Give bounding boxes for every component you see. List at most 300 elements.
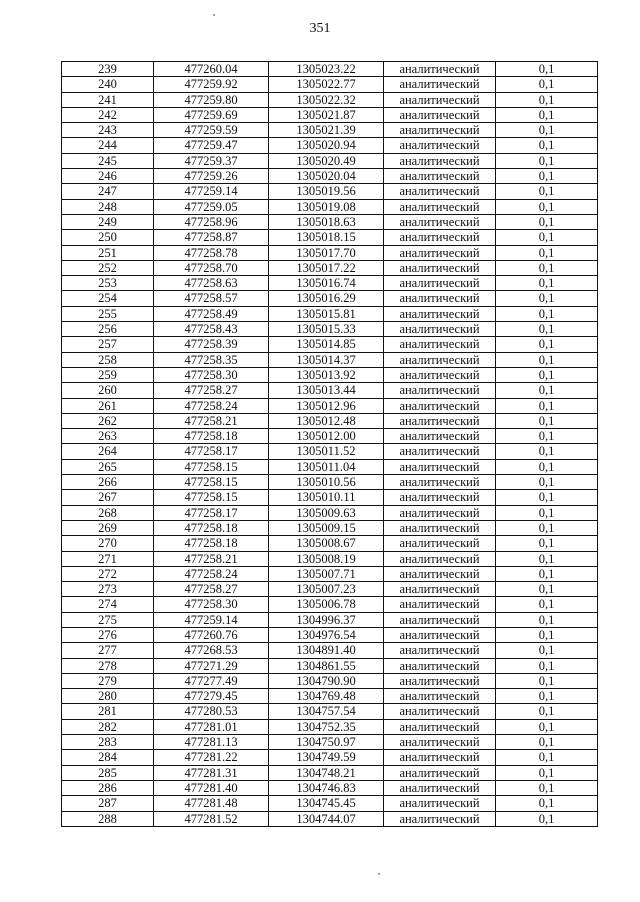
point-number-cell: 273 xyxy=(62,582,154,597)
y-coordinate-cell: 1305012.00 xyxy=(269,429,384,444)
y-coordinate-cell: 1304861.55 xyxy=(269,658,384,673)
x-coordinate-cell: 477259.37 xyxy=(154,153,269,168)
method-cell: аналитический xyxy=(384,413,496,428)
table-row xyxy=(62,811,598,826)
method-cell: аналитический xyxy=(384,780,496,795)
accuracy-cell: 0,1 xyxy=(496,107,598,122)
table-row xyxy=(62,505,598,520)
method-cell: аналитический xyxy=(384,796,496,811)
y-coordinate-cell: 1305020.04 xyxy=(269,169,384,184)
point-number-cell: 272 xyxy=(62,566,154,581)
point-number-cell: 246 xyxy=(62,169,154,184)
point-number-cell: 276 xyxy=(62,627,154,642)
y-coordinate-cell: 1305010.56 xyxy=(269,475,384,490)
y-coordinate-cell: 1305022.77 xyxy=(269,77,384,92)
point-number-cell: 284 xyxy=(62,750,154,765)
y-coordinate-cell: 1305018.63 xyxy=(269,214,384,229)
point-number-cell: 243 xyxy=(62,123,154,138)
y-coordinate-cell: 1305020.94 xyxy=(269,138,384,153)
table-row xyxy=(62,719,598,734)
table-row xyxy=(62,750,598,765)
point-number-cell: 242 xyxy=(62,107,154,122)
accuracy-cell: 0,1 xyxy=(496,689,598,704)
accuracy-cell: 0,1 xyxy=(496,796,598,811)
accuracy-cell: 0,1 xyxy=(496,765,598,780)
method-cell: аналитический xyxy=(384,138,496,153)
x-coordinate-cell: 477259.47 xyxy=(154,138,269,153)
method-cell: аналитический xyxy=(384,490,496,505)
x-coordinate-cell: 477281.48 xyxy=(154,796,269,811)
accuracy-cell: 0,1 xyxy=(496,337,598,352)
method-cell: аналитический xyxy=(384,337,496,352)
accuracy-cell: 0,1 xyxy=(496,92,598,107)
method-cell: аналитический xyxy=(384,153,496,168)
x-coordinate-cell: 477259.05 xyxy=(154,199,269,214)
table-row xyxy=(62,184,598,199)
point-number-cell: 244 xyxy=(62,138,154,153)
method-cell: аналитический xyxy=(384,398,496,413)
method-cell: аналитический xyxy=(384,582,496,597)
x-coordinate-cell: 477258.30 xyxy=(154,597,269,612)
method-cell: аналитический xyxy=(384,704,496,719)
y-coordinate-cell: 1304748.21 xyxy=(269,765,384,780)
accuracy-cell: 0,1 xyxy=(496,260,598,275)
y-coordinate-cell: 1305015.81 xyxy=(269,306,384,321)
x-coordinate-cell: 477281.52 xyxy=(154,811,269,826)
accuracy-cell: 0,1 xyxy=(496,184,598,199)
point-number-cell: 268 xyxy=(62,505,154,520)
accuracy-cell: 0,1 xyxy=(496,597,598,612)
accuracy-cell: 0,1 xyxy=(496,505,598,520)
y-coordinate-cell: 1305007.71 xyxy=(269,566,384,581)
table-row xyxy=(62,337,598,352)
accuracy-cell: 0,1 xyxy=(496,199,598,214)
table-row xyxy=(62,643,598,658)
x-coordinate-cell: 477258.17 xyxy=(154,505,269,520)
method-cell: аналитический xyxy=(384,62,496,77)
table-row xyxy=(62,796,598,811)
accuracy-cell: 0,1 xyxy=(496,383,598,398)
method-cell: аналитический xyxy=(384,77,496,92)
y-coordinate-cell: 1305010.11 xyxy=(269,490,384,505)
accuracy-cell: 0,1 xyxy=(496,658,598,673)
x-coordinate-cell: 477280.53 xyxy=(154,704,269,719)
point-number-cell: 275 xyxy=(62,612,154,627)
method-cell: аналитический xyxy=(384,551,496,566)
table-row xyxy=(62,536,598,551)
table-row xyxy=(62,780,598,795)
x-coordinate-cell: 477259.69 xyxy=(154,107,269,122)
point-number-cell: 288 xyxy=(62,811,154,826)
y-coordinate-cell: 1305022.32 xyxy=(269,92,384,107)
method-cell: аналитический xyxy=(384,352,496,367)
x-coordinate-cell: 477258.57 xyxy=(154,291,269,306)
y-coordinate-cell: 1305011.52 xyxy=(269,444,384,459)
point-number-cell: 286 xyxy=(62,780,154,795)
table-row xyxy=(62,520,598,535)
point-number-cell: 263 xyxy=(62,429,154,444)
table-row xyxy=(62,199,598,214)
y-coordinate-cell: 1305009.63 xyxy=(269,505,384,520)
method-cell: аналитический xyxy=(384,306,496,321)
method-cell: аналитический xyxy=(384,444,496,459)
accuracy-cell: 0,1 xyxy=(496,444,598,459)
x-coordinate-cell: 477258.15 xyxy=(154,490,269,505)
accuracy-cell: 0,1 xyxy=(496,429,598,444)
method-cell: аналитический xyxy=(384,184,496,199)
method-cell: аналитический xyxy=(384,199,496,214)
table-row xyxy=(62,551,598,566)
table-row xyxy=(62,107,598,122)
y-coordinate-cell: 1305023.22 xyxy=(269,62,384,77)
accuracy-cell: 0,1 xyxy=(496,306,598,321)
x-coordinate-cell: 477258.21 xyxy=(154,551,269,566)
table-row xyxy=(62,230,598,245)
point-number-cell: 267 xyxy=(62,490,154,505)
y-coordinate-cell: 1305012.96 xyxy=(269,398,384,413)
point-number-cell: 252 xyxy=(62,260,154,275)
method-cell: аналитический xyxy=(384,123,496,138)
table-row xyxy=(62,322,598,337)
y-coordinate-cell: 1304790.90 xyxy=(269,673,384,688)
accuracy-cell: 0,1 xyxy=(496,475,598,490)
table-row xyxy=(62,383,598,398)
y-coordinate-cell: 1305021.39 xyxy=(269,123,384,138)
x-coordinate-cell: 477281.31 xyxy=(154,765,269,780)
y-coordinate-cell: 1305017.22 xyxy=(269,260,384,275)
y-coordinate-cell: 1304891.40 xyxy=(269,643,384,658)
y-coordinate-cell: 1304769.48 xyxy=(269,689,384,704)
accuracy-cell: 0,1 xyxy=(496,214,598,229)
x-coordinate-cell: 477259.14 xyxy=(154,612,269,627)
table-row xyxy=(62,444,598,459)
table-row xyxy=(62,689,598,704)
method-cell: аналитический xyxy=(384,429,496,444)
point-number-cell: 270 xyxy=(62,536,154,551)
accuracy-cell: 0,1 xyxy=(496,245,598,260)
point-number-cell: 285 xyxy=(62,765,154,780)
table-row xyxy=(62,62,598,77)
y-coordinate-cell: 1304996.37 xyxy=(269,612,384,627)
y-coordinate-cell: 1305016.74 xyxy=(269,276,384,291)
table-row xyxy=(62,291,598,306)
method-cell: аналитический xyxy=(384,107,496,122)
table-row xyxy=(62,398,598,413)
accuracy-cell: 0,1 xyxy=(496,582,598,597)
y-coordinate-cell: 1304749.59 xyxy=(269,750,384,765)
y-coordinate-cell: 1305019.56 xyxy=(269,184,384,199)
method-cell: аналитический xyxy=(384,811,496,826)
x-coordinate-cell: 477258.63 xyxy=(154,276,269,291)
point-number-cell: 258 xyxy=(62,352,154,367)
table-row xyxy=(62,169,598,184)
table-row xyxy=(62,276,598,291)
x-coordinate-cell: 477268.53 xyxy=(154,643,269,658)
point-number-cell: 257 xyxy=(62,337,154,352)
table-row xyxy=(62,260,598,275)
point-number-cell: 239 xyxy=(62,62,154,77)
x-coordinate-cell: 477258.21 xyxy=(154,413,269,428)
accuracy-cell: 0,1 xyxy=(496,169,598,184)
table-row xyxy=(62,77,598,92)
y-coordinate-cell: 1305021.87 xyxy=(269,107,384,122)
accuracy-cell: 0,1 xyxy=(496,520,598,535)
method-cell: аналитический xyxy=(384,383,496,398)
y-coordinate-cell: 1305017.70 xyxy=(269,245,384,260)
point-number-cell: 281 xyxy=(62,704,154,719)
table-row xyxy=(62,704,598,719)
point-number-cell: 255 xyxy=(62,306,154,321)
method-cell: аналитический xyxy=(384,765,496,780)
method-cell: аналитический xyxy=(384,230,496,245)
accuracy-cell: 0,1 xyxy=(496,62,598,77)
accuracy-cell: 0,1 xyxy=(496,780,598,795)
point-number-cell: 280 xyxy=(62,689,154,704)
table-row xyxy=(62,735,598,750)
y-coordinate-cell: 1305013.92 xyxy=(269,367,384,382)
accuracy-cell: 0,1 xyxy=(496,367,598,382)
method-cell: аналитический xyxy=(384,520,496,535)
x-coordinate-cell: 477258.70 xyxy=(154,260,269,275)
y-coordinate-cell: 1305013.44 xyxy=(269,383,384,398)
x-coordinate-cell: 477258.87 xyxy=(154,230,269,245)
table-row xyxy=(62,673,598,688)
method-cell: аналитический xyxy=(384,597,496,612)
accuracy-cell: 0,1 xyxy=(496,704,598,719)
x-coordinate-cell: 477258.78 xyxy=(154,245,269,260)
accuracy-cell: 0,1 xyxy=(496,123,598,138)
x-coordinate-cell: 477259.92 xyxy=(154,77,269,92)
method-cell: аналитический xyxy=(384,367,496,382)
point-number-cell: 245 xyxy=(62,153,154,168)
x-coordinate-cell: 477258.39 xyxy=(154,337,269,352)
x-coordinate-cell: 477260.04 xyxy=(154,62,269,77)
table-row xyxy=(62,566,598,581)
method-cell: аналитический xyxy=(384,627,496,642)
point-number-cell: 253 xyxy=(62,276,154,291)
method-cell: аналитический xyxy=(384,689,496,704)
x-coordinate-cell: 477260.76 xyxy=(154,627,269,642)
y-coordinate-cell: 1304744.07 xyxy=(269,811,384,826)
table-row xyxy=(62,459,598,474)
accuracy-cell: 0,1 xyxy=(496,291,598,306)
point-number-cell: 256 xyxy=(62,322,154,337)
table-body xyxy=(62,62,598,827)
method-cell: аналитический xyxy=(384,505,496,520)
accuracy-cell: 0,1 xyxy=(496,459,598,474)
x-coordinate-cell: 477258.27 xyxy=(154,582,269,597)
point-number-cell: 283 xyxy=(62,735,154,750)
y-coordinate-cell: 1305012.48 xyxy=(269,413,384,428)
x-coordinate-cell: 477258.15 xyxy=(154,475,269,490)
y-coordinate-cell: 1305020.49 xyxy=(269,153,384,168)
point-number-cell: 271 xyxy=(62,551,154,566)
x-coordinate-cell: 477259.59 xyxy=(154,123,269,138)
point-number-cell: 278 xyxy=(62,658,154,673)
table-row xyxy=(62,153,598,168)
point-number-cell: 287 xyxy=(62,796,154,811)
x-coordinate-cell: 477258.18 xyxy=(154,520,269,535)
table-row xyxy=(62,475,598,490)
method-cell: аналитический xyxy=(384,322,496,337)
table-row xyxy=(62,123,598,138)
y-coordinate-cell: 1304750.97 xyxy=(269,735,384,750)
point-number-cell: 265 xyxy=(62,459,154,474)
accuracy-cell: 0,1 xyxy=(496,352,598,367)
y-coordinate-cell: 1305015.33 xyxy=(269,322,384,337)
y-coordinate-cell: 1305009.15 xyxy=(269,520,384,535)
point-number-cell: 250 xyxy=(62,230,154,245)
x-coordinate-cell: 477258.35 xyxy=(154,352,269,367)
point-number-cell: 279 xyxy=(62,673,154,688)
point-number-cell: 262 xyxy=(62,413,154,428)
accuracy-cell: 0,1 xyxy=(496,413,598,428)
table-row xyxy=(62,367,598,382)
scan-speck xyxy=(378,873,380,875)
table-row xyxy=(62,582,598,597)
y-coordinate-cell: 1305019.08 xyxy=(269,199,384,214)
y-coordinate-cell: 1304757.54 xyxy=(269,704,384,719)
table-row xyxy=(62,352,598,367)
y-coordinate-cell: 1304752.35 xyxy=(269,719,384,734)
accuracy-cell: 0,1 xyxy=(496,322,598,337)
accuracy-cell: 0,1 xyxy=(496,490,598,505)
x-coordinate-cell: 477258.18 xyxy=(154,536,269,551)
table-row xyxy=(62,245,598,260)
point-number-cell: 241 xyxy=(62,92,154,107)
table-row xyxy=(62,627,598,642)
accuracy-cell: 0,1 xyxy=(496,735,598,750)
method-cell: аналитический xyxy=(384,673,496,688)
method-cell: аналитический xyxy=(384,566,496,581)
y-coordinate-cell: 1304746.83 xyxy=(269,780,384,795)
x-coordinate-cell: 477258.49 xyxy=(154,306,269,321)
accuracy-cell: 0,1 xyxy=(496,612,598,627)
point-number-cell: 251 xyxy=(62,245,154,260)
x-coordinate-cell: 477279.45 xyxy=(154,689,269,704)
x-coordinate-cell: 477281.13 xyxy=(154,735,269,750)
coordinates-table xyxy=(61,61,598,827)
point-number-cell: 266 xyxy=(62,475,154,490)
table-row xyxy=(62,490,598,505)
method-cell: аналитический xyxy=(384,475,496,490)
method-cell: аналитический xyxy=(384,536,496,551)
x-coordinate-cell: 477259.26 xyxy=(154,169,269,184)
table-row xyxy=(62,306,598,321)
x-coordinate-cell: 477258.17 xyxy=(154,444,269,459)
x-coordinate-cell: 477258.96 xyxy=(154,214,269,229)
point-number-cell: 264 xyxy=(62,444,154,459)
y-coordinate-cell: 1305008.67 xyxy=(269,536,384,551)
x-coordinate-cell: 477281.01 xyxy=(154,719,269,734)
accuracy-cell: 0,1 xyxy=(496,673,598,688)
accuracy-cell: 0,1 xyxy=(496,77,598,92)
method-cell: аналитический xyxy=(384,735,496,750)
point-number-cell: 274 xyxy=(62,597,154,612)
method-cell: аналитический xyxy=(384,276,496,291)
point-number-cell: 259 xyxy=(62,367,154,382)
point-number-cell: 282 xyxy=(62,719,154,734)
point-number-cell: 269 xyxy=(62,520,154,535)
x-coordinate-cell: 477259.14 xyxy=(154,184,269,199)
accuracy-cell: 0,1 xyxy=(496,536,598,551)
x-coordinate-cell: 477281.40 xyxy=(154,780,269,795)
table-row xyxy=(62,612,598,627)
y-coordinate-cell: 1304976.54 xyxy=(269,627,384,642)
method-cell: аналитический xyxy=(384,459,496,474)
y-coordinate-cell: 1305014.37 xyxy=(269,352,384,367)
method-cell: аналитический xyxy=(384,643,496,658)
table-row xyxy=(62,765,598,780)
point-number-cell: 240 xyxy=(62,77,154,92)
x-coordinate-cell: 477258.43 xyxy=(154,322,269,337)
y-coordinate-cell: 1305006.78 xyxy=(269,597,384,612)
accuracy-cell: 0,1 xyxy=(496,750,598,765)
accuracy-cell: 0,1 xyxy=(496,230,598,245)
table-row xyxy=(62,413,598,428)
x-coordinate-cell: 477258.24 xyxy=(154,398,269,413)
x-coordinate-cell: 477271.29 xyxy=(154,658,269,673)
point-number-cell: 260 xyxy=(62,383,154,398)
y-coordinate-cell: 1305008.19 xyxy=(269,551,384,566)
accuracy-cell: 0,1 xyxy=(496,811,598,826)
table-row xyxy=(62,214,598,229)
point-number-cell: 254 xyxy=(62,291,154,306)
table-row xyxy=(62,92,598,107)
method-cell: аналитический xyxy=(384,245,496,260)
x-coordinate-cell: 477258.15 xyxy=(154,459,269,474)
x-coordinate-cell: 477258.24 xyxy=(154,566,269,581)
y-coordinate-cell: 1305018.15 xyxy=(269,230,384,245)
method-cell: аналитический xyxy=(384,750,496,765)
page-number: 351 xyxy=(309,21,331,36)
point-number-cell: 248 xyxy=(62,199,154,214)
x-coordinate-cell: 477259.80 xyxy=(154,92,269,107)
point-number-cell: 249 xyxy=(62,214,154,229)
accuracy-cell: 0,1 xyxy=(496,551,598,566)
method-cell: аналитический xyxy=(384,719,496,734)
accuracy-cell: 0,1 xyxy=(496,627,598,642)
accuracy-cell: 0,1 xyxy=(496,643,598,658)
y-coordinate-cell: 1305007.23 xyxy=(269,582,384,597)
accuracy-cell: 0,1 xyxy=(496,719,598,734)
scan-speck xyxy=(213,14,215,16)
point-number-cell: 247 xyxy=(62,184,154,199)
method-cell: аналитический xyxy=(384,612,496,627)
accuracy-cell: 0,1 xyxy=(496,153,598,168)
table-row xyxy=(62,597,598,612)
x-coordinate-cell: 477281.22 xyxy=(154,750,269,765)
point-number-cell: 261 xyxy=(62,398,154,413)
accuracy-cell: 0,1 xyxy=(496,398,598,413)
table-row xyxy=(62,658,598,673)
table-row xyxy=(62,138,598,153)
x-coordinate-cell: 477258.30 xyxy=(154,367,269,382)
x-coordinate-cell: 477258.18 xyxy=(154,429,269,444)
y-coordinate-cell: 1304745.45 xyxy=(269,796,384,811)
method-cell: аналитический xyxy=(384,658,496,673)
x-coordinate-cell: 477258.27 xyxy=(154,383,269,398)
accuracy-cell: 0,1 xyxy=(496,276,598,291)
point-number-cell: 277 xyxy=(62,643,154,658)
method-cell: аналитический xyxy=(384,92,496,107)
method-cell: аналитический xyxy=(384,214,496,229)
table-row xyxy=(62,429,598,444)
method-cell: аналитический xyxy=(384,291,496,306)
accuracy-cell: 0,1 xyxy=(496,138,598,153)
y-coordinate-cell: 1305011.04 xyxy=(269,459,384,474)
y-coordinate-cell: 1305016.29 xyxy=(269,291,384,306)
